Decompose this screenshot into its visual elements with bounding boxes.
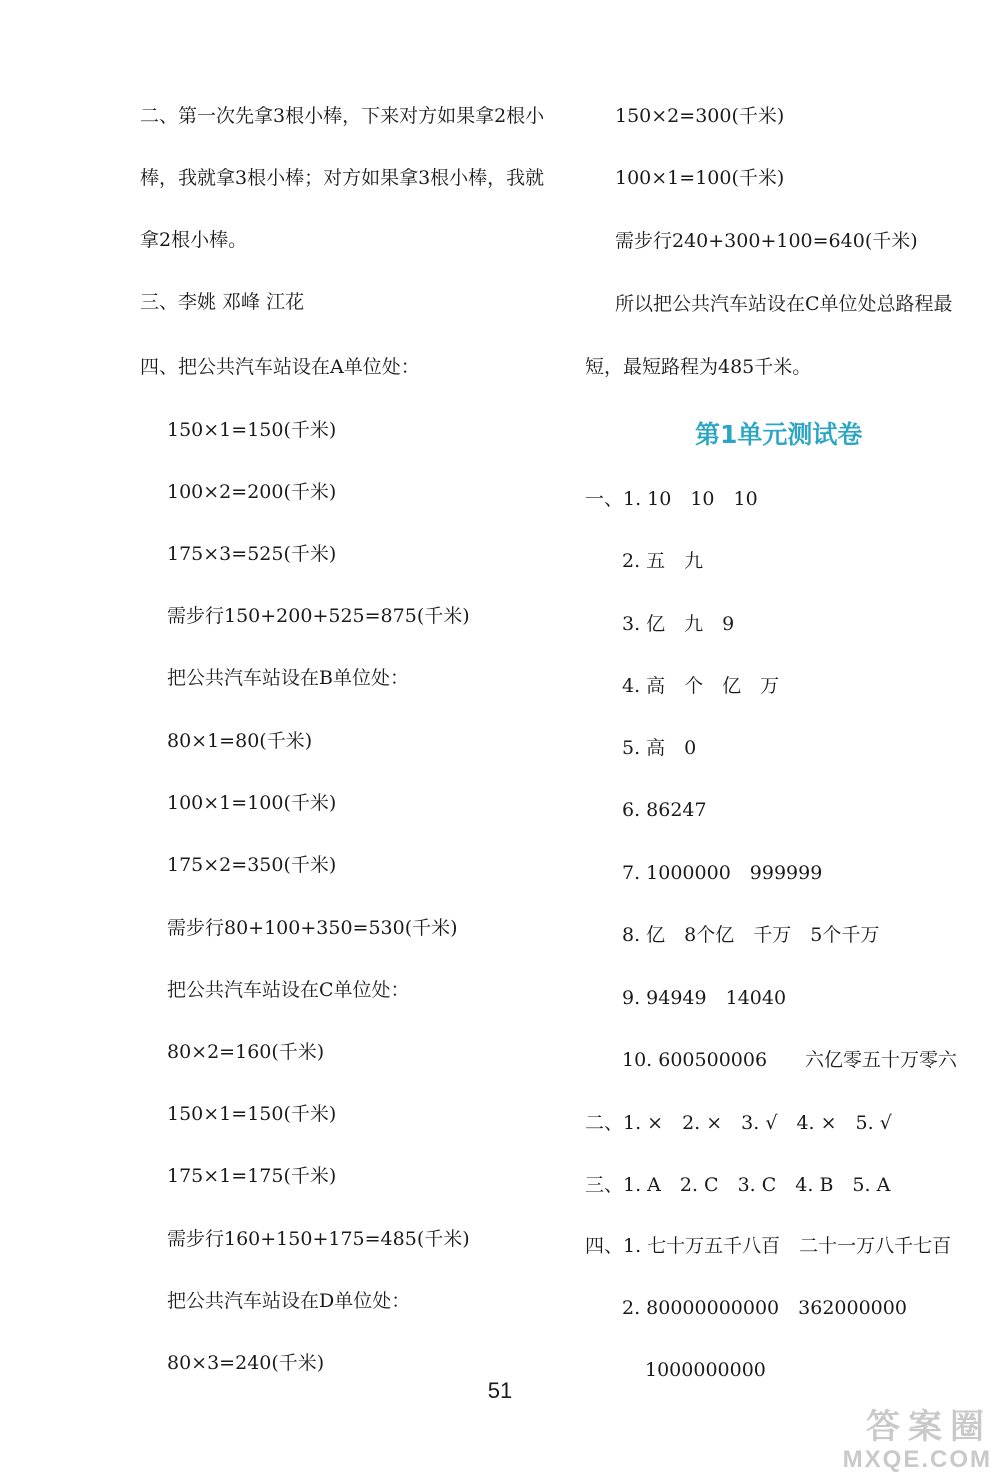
answer-line: 四、1. 七十万五千八百 二十一万八千七百 [585, 1235, 952, 1257]
answer-line: 三、李姚 邓峰 江花 [140, 291, 305, 313]
answer-line: 80×3=240(千米) [167, 1352, 325, 1374]
section-heading: 第1单元测试卷 [695, 420, 863, 449]
answer-line: 150×2=300(千米) [615, 105, 785, 127]
watermark-logo: 答案圈 [866, 1407, 992, 1447]
answer-line: 三、1. A 2. C 3. C 4. B 5. A [585, 1174, 891, 1196]
answer-line: 二、第一次先拿3根小棒，下来对方如果拿2根小 [140, 105, 545, 127]
answer-line: 8. 亿 8个亿 千万 5个千万 [622, 924, 880, 946]
answer-line: 9. 94949 14040 [622, 987, 787, 1009]
answer-line: 3. 亿 九 9 [622, 613, 735, 635]
answer-line: 把公共汽车站设在D单位处： [167, 1290, 411, 1312]
answer-line: 175×2=350(千米) [167, 854, 337, 876]
answer-line: 2. 80000000000 362000000 [622, 1297, 907, 1319]
answer-line: 需步行240+300+100=640(千米) [615, 230, 918, 252]
page-number: 51 [487, 1378, 513, 1403]
answer-line: 短，最短路程为485千米。 [585, 356, 812, 378]
answer-line: 6. 86247 [622, 799, 707, 821]
answer-line: 7. 1000000 999999 [622, 862, 823, 884]
answer-line: 需步行80+100+350=530(千米) [167, 917, 458, 939]
answer-line: 80×1=80(千米) [167, 730, 313, 752]
answer-line: 四、把公共汽车站设在A单位处： [140, 356, 420, 378]
answer-line: 拿2根小棒。 [140, 229, 248, 251]
answer-line: 一、1. 10 10 10 [585, 488, 758, 510]
answer-line: 4. 高 个 亿 万 [622, 675, 780, 697]
answer-line: 棒，我就拿3根小棒；对方如果拿3根小棒，我就 [140, 167, 545, 189]
answer-line: 需步行160+150+175=485(千米) [167, 1228, 470, 1250]
answer-line: 100×1=100(千米) [615, 167, 785, 189]
watermark-url: MXQE.COM [842, 1446, 992, 1473]
answer-line: 把公共汽车站设在C单位处： [167, 979, 410, 1001]
answer-line: 10. 600500006 六亿零五十万零六 [622, 1049, 958, 1071]
answer-line: 1000000000 [645, 1359, 766, 1381]
watermark [792, 1407, 992, 1473]
answer-line: 2. 五 九 [622, 550, 704, 572]
answer-line: 把公共汽车站设在B单位处： [167, 667, 409, 689]
answer-line: 80×2=160(千米) [167, 1041, 325, 1063]
answer-line: 100×1=100(千米) [167, 792, 337, 814]
answer-line: 175×3=525(千米) [167, 543, 337, 565]
answer-line: 需步行150+200+525=875(千米) [167, 605, 470, 627]
answer-line: 100×2=200(千米) [167, 481, 337, 503]
answer-line: 150×1=150(千米) [167, 419, 337, 441]
answer-line: 所以把公共汽车站设在C单位处总路程最 [615, 293, 953, 315]
answer-line: 175×1=175(千米) [167, 1165, 337, 1187]
answer-line: 5. 高 0 [622, 737, 697, 759]
answer-line: 二、1. × 2. × 3. √ 4. × 5. √ [585, 1112, 892, 1134]
answer-line: 150×1=150(千米) [167, 1103, 337, 1125]
